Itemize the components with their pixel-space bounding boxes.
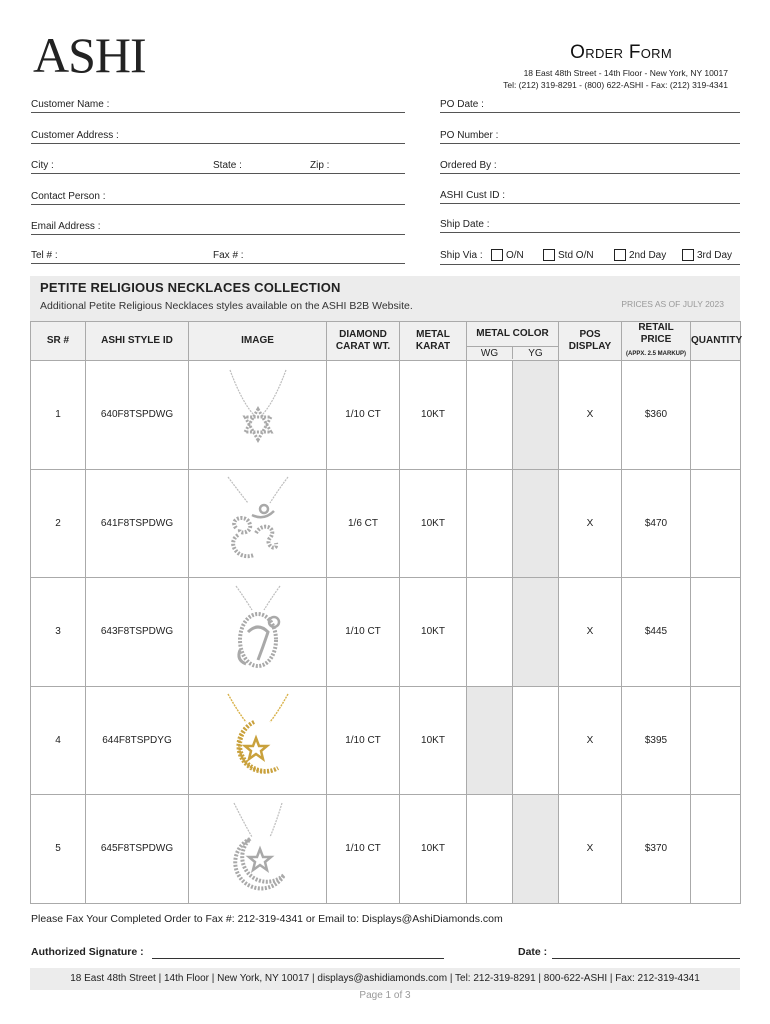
- cell-karat: 10KT: [400, 686, 467, 795]
- ship-option-on[interactable]: [491, 249, 524, 261]
- form-title: Order Form: [570, 42, 672, 63]
- header-carat: [327, 322, 400, 361]
- ship-option-label: 2nd Day: [629, 249, 667, 261]
- header-retail-label: RETAIL PRICE: [638, 322, 674, 345]
- cell-carat: 1/10 CT: [327, 795, 400, 904]
- collection-subtitle: Additional Petite Religious Necklaces styles available on the ASHI B2B Website.: [40, 300, 413, 312]
- cell-yg[interactable]: [513, 686, 559, 795]
- cell-carat: 1/10 CT: [327, 361, 400, 470]
- ship-option-2nd-day[interactable]: [614, 249, 666, 261]
- date-line[interactable]: [552, 958, 740, 959]
- cell-sr: 3: [31, 578, 86, 687]
- ship-via-field: [440, 249, 740, 265]
- ship-date-label: Ship Date :: [440, 219, 490, 230]
- cell-style-id: 645F8TSPDWG: [86, 795, 189, 904]
- cell-karat: 10KT: [400, 361, 467, 470]
- collection-banner: [30, 276, 740, 326]
- checkbox-icon[interactable]: [543, 249, 555, 261]
- cell-quantity[interactable]: [691, 578, 741, 687]
- cell-sr: 2: [31, 469, 86, 578]
- cell-pos: X: [559, 795, 622, 904]
- ashi-logo: ASHI: [33, 27, 146, 83]
- cell-image: [189, 578, 327, 687]
- cell-karat: 10KT: [400, 578, 467, 687]
- cell-sr: 5: [31, 795, 86, 904]
- cell-quantity[interactable]: [691, 795, 741, 904]
- customer-address-field[interactable]: [31, 130, 405, 144]
- crescent-star-necklace-icon: [208, 799, 308, 899]
- signature-line[interactable]: [152, 958, 444, 959]
- cell-style-id: 641F8TSPDWG: [86, 469, 189, 578]
- crescent-star-necklace-icon: [208, 690, 308, 790]
- cell-price: $360: [622, 361, 691, 470]
- table-row: [31, 469, 741, 578]
- date-label: Date :: [518, 946, 548, 958]
- ordered-by-label: Ordered By :: [440, 160, 497, 171]
- cell-quantity[interactable]: [691, 686, 741, 795]
- header-pos: [559, 322, 622, 361]
- zip-label: Zip :: [310, 160, 330, 171]
- customer-name-field[interactable]: [31, 99, 405, 113]
- header-retail-sub: (APPX. 2.5 MARKUP): [625, 351, 686, 357]
- cell-style-id: 643F8TSPDWG: [86, 578, 189, 687]
- cell-wg[interactable]: [467, 578, 513, 687]
- header-quantity: QUANTITY: [691, 322, 741, 361]
- checkbox-icon[interactable]: [491, 249, 503, 261]
- table-row: [31, 578, 741, 687]
- po-date-field[interactable]: [440, 99, 740, 113]
- email-label: Email Address :: [31, 221, 101, 232]
- cell-sr: 4: [31, 686, 86, 795]
- email-field[interactable]: [31, 221, 405, 235]
- header-karat-line2: KARAT: [415, 341, 451, 352]
- header-yg: YG: [528, 348, 543, 359]
- fax-instructions: Please Fax Your Completed Order to Fax #: 212-319-4341 or Email to: Displays@AshiDiamonds.com: [31, 913, 503, 925]
- cell-quantity[interactable]: [691, 361, 741, 470]
- header-carat-line2: CARAT WT.: [335, 341, 391, 352]
- ship-option-label: Std O/N: [558, 249, 594, 261]
- cell-image: [189, 795, 327, 904]
- header-pos-line1: POS: [579, 329, 601, 340]
- checkbox-icon[interactable]: [614, 249, 626, 261]
- page-number: Page 1 of 3: [359, 990, 411, 1001]
- cell-yg: [513, 361, 559, 470]
- ordered-by-field[interactable]: [440, 160, 740, 174]
- header-retail: [622, 322, 691, 361]
- cell-wg[interactable]: [467, 469, 513, 578]
- cell-style-id: 644F8TSPDYG: [86, 686, 189, 795]
- cell-wg: [467, 686, 513, 795]
- signature-label: Authorized Signature :: [31, 946, 144, 958]
- ship-date-field[interactable]: [440, 219, 740, 233]
- cell-karat: 10KT: [400, 795, 467, 904]
- header-image: IMAGE: [189, 322, 327, 361]
- tel-label: Tel # :: [31, 250, 58, 261]
- cell-pos: X: [559, 686, 622, 795]
- city-label: City :: [31, 160, 54, 171]
- header-sr: SR #: [31, 322, 86, 361]
- cell-carat: 1/10 CT: [327, 578, 400, 687]
- cust-id-field[interactable]: [440, 190, 740, 204]
- header-wg: WG: [467, 347, 513, 359]
- po-date-label: PO Date :: [440, 99, 484, 110]
- header-carat-line1: DIAMOND: [339, 329, 387, 340]
- cell-price: $470: [622, 469, 691, 578]
- cell-carat: 1/6 CT: [327, 469, 400, 578]
- ship-via-label: Ship Via :: [440, 250, 483, 261]
- table-row: [31, 795, 741, 904]
- customer-name-label: Customer Name :: [31, 99, 110, 110]
- po-number-field[interactable]: [440, 130, 740, 144]
- ganesha-necklace-icon: [208, 582, 308, 682]
- table-row: [31, 361, 741, 470]
- checkbox-icon[interactable]: [682, 249, 694, 261]
- cell-price: $370: [622, 795, 691, 904]
- contact-person-label: Contact Person :: [31, 191, 106, 202]
- cell-pos: X: [559, 578, 622, 687]
- po-number-label: PO Number :: [440, 130, 499, 141]
- ship-option-3rd-day[interactable]: [682, 249, 732, 261]
- footer-contact: 18 East 48th Street | 14th Floor | New York, NY 10017 | displays@ashidiamonds.com | Tel: 212-319-8291 | 800-622-ASHI | Fax: 212-319-4341: [30, 968, 740, 990]
- cell-carat: 1/10 CT: [327, 686, 400, 795]
- phone-line: Tel: (212) 319-8291 - (800) 622-ASHI - Fax: (212) 319-4341: [503, 80, 728, 90]
- header-karat: [400, 322, 467, 361]
- address-line: 18 East 48th Street - 14th Floor - New York, NY 10017: [523, 68, 728, 78]
- cell-yg: [513, 795, 559, 904]
- fax-label: Fax # :: [213, 250, 244, 261]
- prices-note: PRICES AS OF JULY 2023: [621, 299, 724, 309]
- customer-address-label: Customer Address :: [31, 130, 119, 141]
- cell-price: $395: [622, 686, 691, 795]
- ship-option-label: O/N: [506, 249, 524, 261]
- ship-option-label: 3rd Day: [697, 249, 733, 261]
- cell-image: [189, 686, 327, 795]
- header-metal-color-label: METAL COLOR: [476, 328, 549, 339]
- cell-image: [189, 361, 327, 470]
- ship-option-std-on[interactable]: [543, 249, 594, 261]
- header-pos-line2: DISPLAY: [568, 341, 612, 352]
- cell-yg: [513, 578, 559, 687]
- cell-sr: 1: [31, 361, 86, 470]
- company-address: [503, 67, 728, 91]
- header-karat-line1: METAL: [416, 329, 450, 340]
- header-metal-color: [467, 322, 559, 361]
- cell-yg: [513, 469, 559, 578]
- cell-quantity[interactable]: [691, 469, 741, 578]
- cell-image: [189, 469, 327, 578]
- collection-title: PETITE RELIGIOUS NECKLACES COLLECTION: [40, 280, 341, 295]
- cell-karat: 10KT: [400, 469, 467, 578]
- cell-wg[interactable]: [467, 795, 513, 904]
- table-row: [31, 686, 741, 795]
- cell-pos: X: [559, 469, 622, 578]
- cell-wg[interactable]: [467, 361, 513, 470]
- cell-price: $445: [622, 578, 691, 687]
- state-label: State :: [213, 160, 242, 171]
- cust-id-label: ASHI Cust ID :: [440, 190, 506, 201]
- cell-style-id: 640F8TSPDWG: [86, 361, 189, 470]
- header-style-id: ASHI STYLE ID: [86, 322, 189, 361]
- product-table: [30, 321, 741, 904]
- contact-person-field[interactable]: [31, 191, 405, 205]
- cell-pos: X: [559, 361, 622, 470]
- om-necklace-icon: [208, 473, 308, 573]
- star-of-david-necklace-icon: [208, 365, 308, 465]
